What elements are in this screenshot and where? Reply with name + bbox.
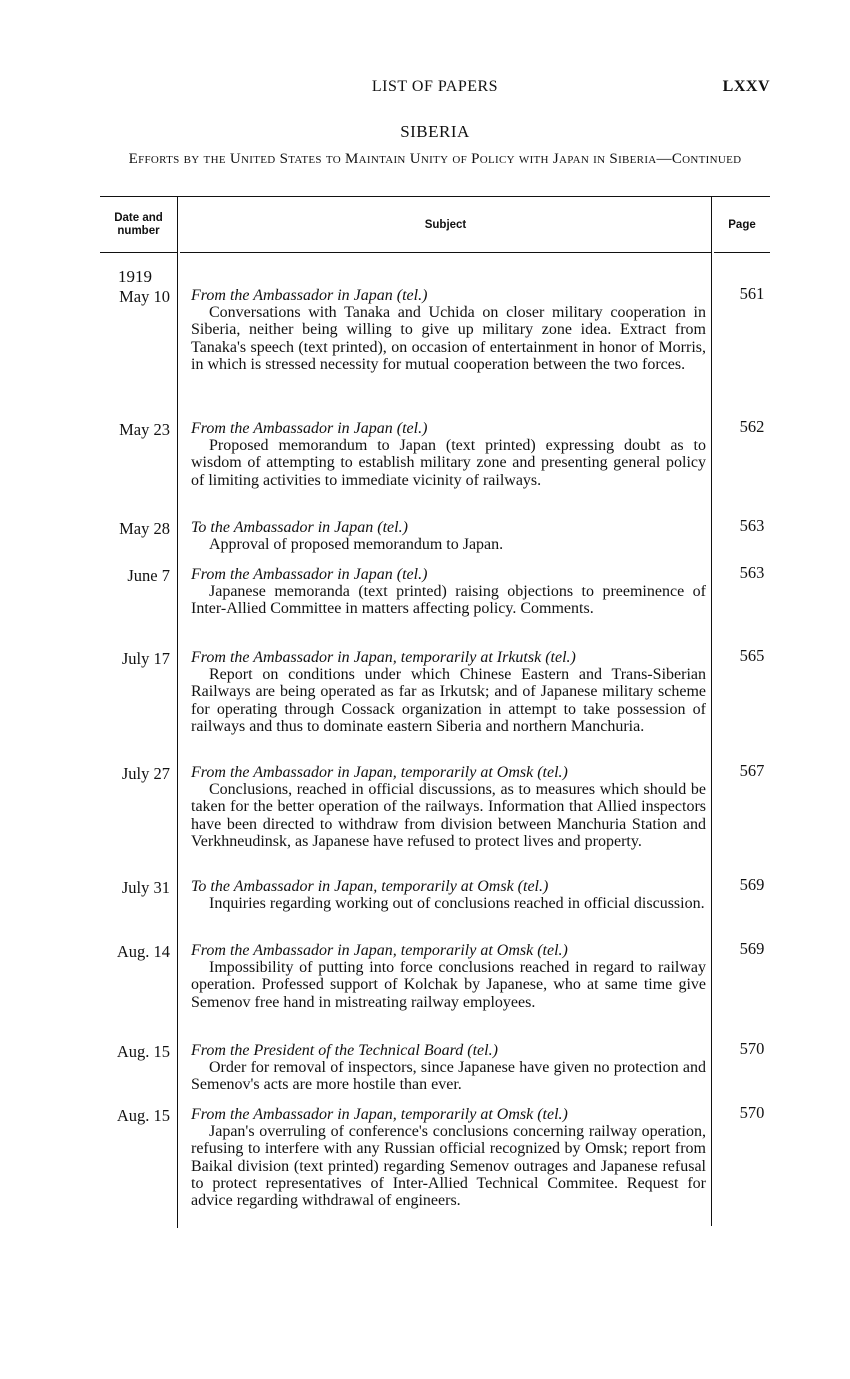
column-header-date: Date and number bbox=[114, 212, 163, 237]
entry-date: Aug. 15 bbox=[116, 1042, 170, 1061]
entry-heading: From the Ambassador in Japan, temporarily at Omsk (tel.) bbox=[191, 764, 568, 781]
entry-heading: From the Ambassador in Japan (tel.) bbox=[191, 566, 428, 583]
folio-page-number: LXXV bbox=[722, 78, 770, 95]
entry-date: Aug. 14 bbox=[116, 942, 170, 961]
entry-date: May 28 bbox=[119, 519, 170, 538]
entry-date: July 31 bbox=[121, 878, 170, 897]
entry-body: Conversations with Tanaka and Uchida on closer military cooperation in Siberia, neither being willing to give up military zone idea. Extract from Tanaka's speech (text printed), on occasion of entertainment in honor of Morris, in which is stressed necessity for mutual cooperation between the two forces. bbox=[191, 304, 706, 373]
entry-heading: From the Ambassador in Japan, temporarily at Omsk (tel.) bbox=[191, 1106, 568, 1123]
entry-heading: From the Ambassador in Japan, temporarily at Irkutsk (tel.) bbox=[191, 649, 576, 666]
entry-page: 561 bbox=[739, 284, 765, 303]
entry-date: May 23 bbox=[119, 420, 170, 439]
entry-page: 565 bbox=[739, 646, 765, 665]
entry-page: 570 bbox=[739, 1039, 765, 1058]
section-title: SIBERIA bbox=[400, 122, 470, 141]
year-label: 1919 bbox=[118, 267, 152, 286]
entry-heading: From the Ambassador in Japan (tel.) bbox=[191, 420, 428, 437]
entry-body: Impossibility of putting into force conclusions reached in regard to railway operation. Professed support of Kolchak by Japanese, who at same time give Semenov free hand in mistreating railway employees. bbox=[191, 959, 706, 1011]
entry-page: 569 bbox=[739, 939, 765, 958]
entry-body: Report on conditions under which Chinese Eastern and Trans-Siberian Railways are being operated as far as Irkutsk; and of Japanese military scheme for operating through Cossack organization in attempt to take possession of railways and thus to dominate eastern Siberia and northern Manchuria. bbox=[191, 666, 706, 735]
header-rule-subject bbox=[180, 252, 711, 253]
column-header-subject: Subject bbox=[424, 219, 467, 231]
section-subtitle: Efforts by the United States to Maintain Unity of Policy with Japan in Siberia—Continued bbox=[128, 151, 742, 167]
entry-body: Japanese memoranda (text printed) raising objections to preeminence of Inter-Allied Committee in matters affecting policy. Comments. bbox=[191, 583, 706, 618]
entry-body: Proposed memorandum to Japan (text printed) expressing doubt as to wisdom of attempting to establish military zone and presenting general policy of limiting activities to immediate vicinity of railways. bbox=[191, 437, 706, 489]
entry-page: 567 bbox=[739, 761, 765, 780]
entry-heading: From the President of the Technical Board (tel.) bbox=[191, 1042, 498, 1059]
entry-body: Order for removal of inspectors, since Japanese have given no protection and Semenov's acts are more hostile than ever. bbox=[191, 1059, 706, 1094]
header-rule-page bbox=[714, 252, 770, 253]
entry-heading: From the Ambassador in Japan, temporarily at Omsk (tel.) bbox=[191, 942, 568, 959]
running-head bbox=[100, 78, 770, 100]
entry-body: Japan's overruling of conference's conclusions concerning railway operation, refusing to interfere with any Russian official recognized by Omsk; report from Baikal division (text printed) regarding Semenov outrages and Japanese refusal to protect representatives of Inter-Allied Technical Commitee. Request for advice regarding withdrawal of engineers. bbox=[191, 1123, 706, 1210]
entry-date: July 17 bbox=[121, 649, 170, 668]
column-divider-date bbox=[177, 196, 178, 1228]
entry-page: 570 bbox=[739, 1103, 765, 1122]
running-title: LIST OF PAPERS bbox=[371, 78, 499, 95]
entry-page: 562 bbox=[739, 417, 765, 436]
entry-date: May 10 bbox=[119, 287, 170, 306]
entry-body: Conclusions, reached in official discussions, as to measures which should be taken for the better operation of the railways. Information that Allied inspectors have been directed to withdraw from division between Manchuria Station and Verkhneudinsk, as Japanese have refused to protect lives and property. bbox=[191, 781, 706, 850]
table-top-rule bbox=[100, 196, 770, 197]
entry-page: 569 bbox=[739, 875, 765, 894]
column-divider-page bbox=[711, 196, 712, 1226]
entry-body: Inquiries regarding working out of conclusions reached in official discussion. bbox=[209, 895, 705, 912]
entry-date: July 27 bbox=[121, 764, 170, 783]
entry-date: Aug. 15 bbox=[116, 1106, 170, 1125]
entry-heading: From the Ambassador in Japan (tel.) bbox=[191, 287, 428, 304]
entry-heading: To the Ambassador in Japan, temporarily at Omsk (tel.) bbox=[191, 878, 549, 895]
entry-heading: To the Ambassador in Japan (tel.) bbox=[191, 519, 408, 536]
entry-date: June 7 bbox=[127, 566, 170, 585]
entry-body: Approval of proposed memorandum to Japan. bbox=[209, 536, 504, 553]
entry-page: 563 bbox=[739, 516, 765, 535]
header-rule-date bbox=[100, 252, 177, 253]
column-header-page: Page bbox=[728, 219, 756, 231]
entry-page: 563 bbox=[739, 563, 765, 582]
